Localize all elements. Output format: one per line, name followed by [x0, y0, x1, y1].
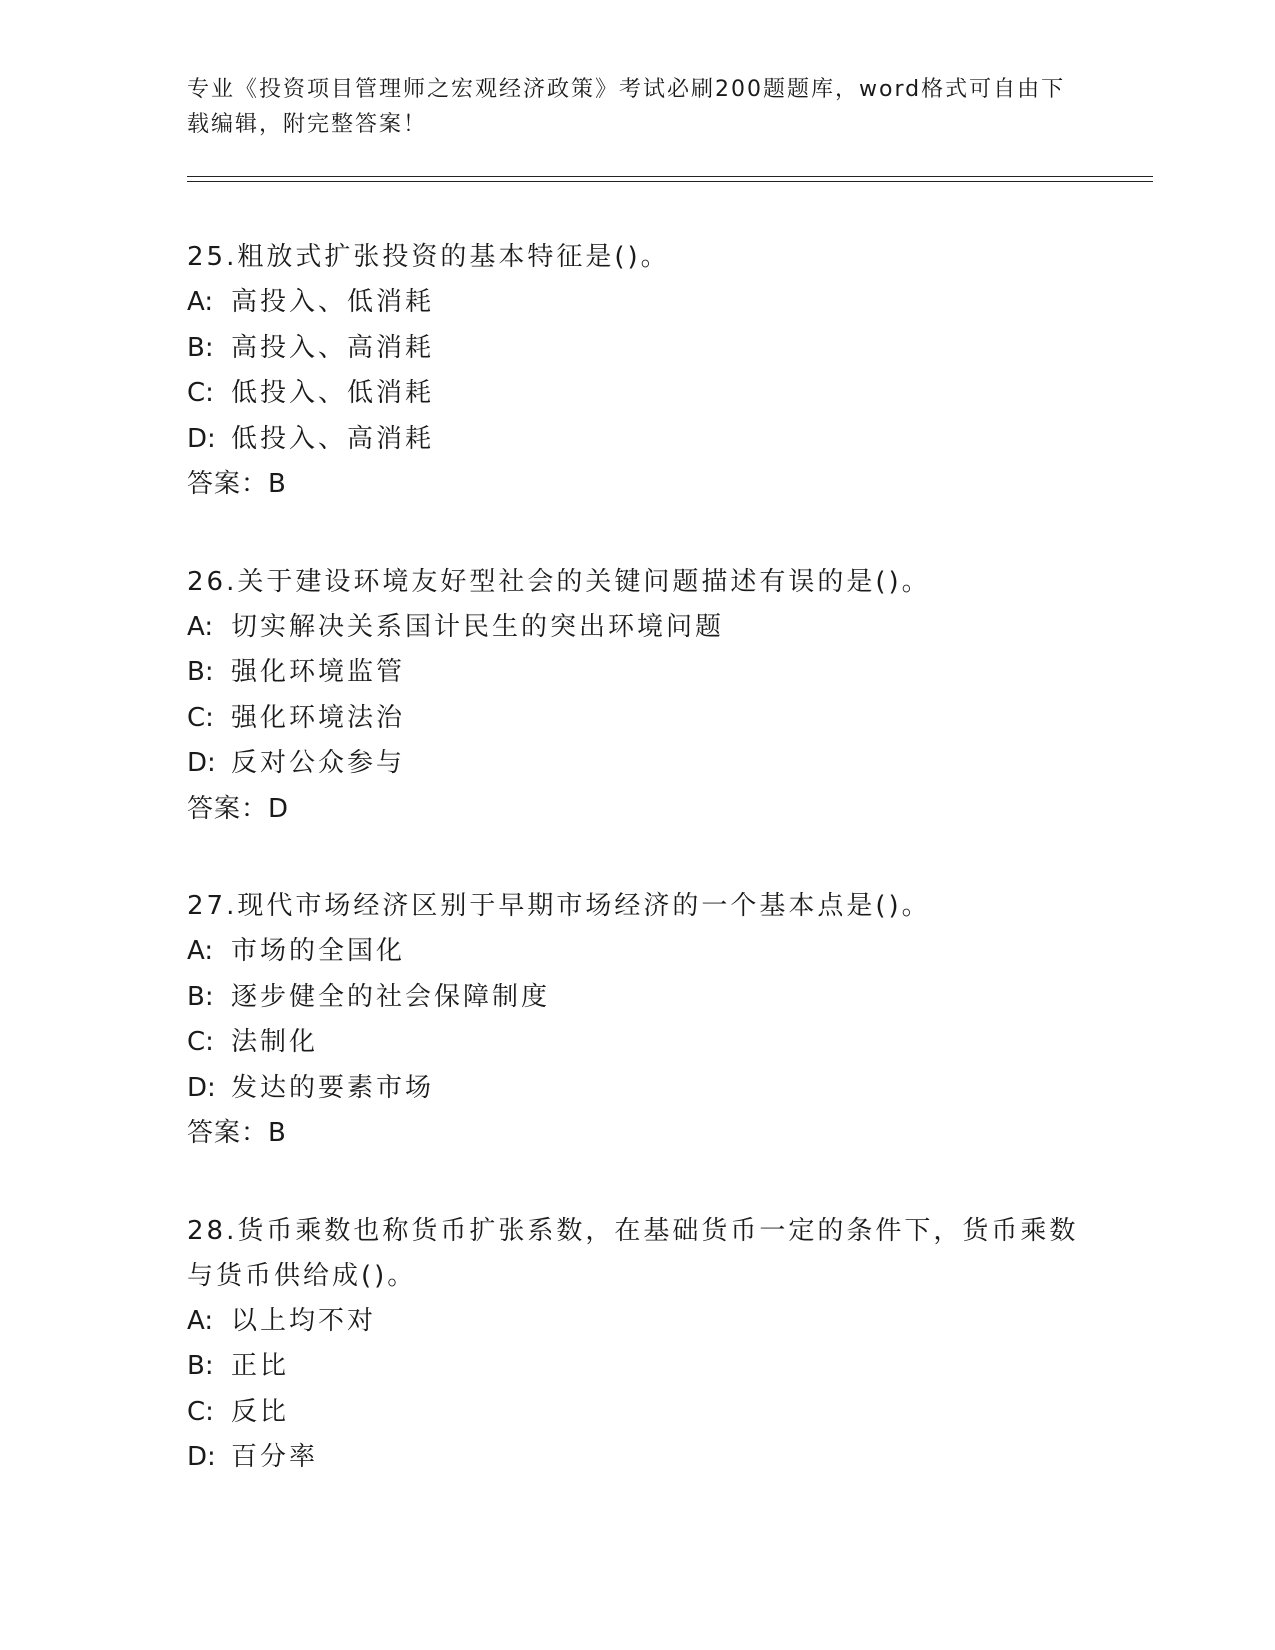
option-text: 高投入、低消耗 [231, 287, 435, 317]
option-letter: B: [187, 981, 214, 1012]
option-letter: B: [187, 1351, 214, 1381]
option-text: 低投入、低消耗 [231, 378, 435, 408]
option-a [187, 1299, 1087, 1345]
option-letter: C: [187, 1396, 214, 1427]
option-text: 发达的要素市场 [231, 1072, 435, 1103]
option-text: 正比 [231, 1351, 290, 1381]
option-letter: A: [187, 287, 214, 317]
answer-line: 答案：D [187, 793, 290, 824]
option-letter: D: [187, 748, 216, 778]
option-letter: A: [187, 1305, 214, 1336]
option-c [187, 696, 1087, 742]
question-26 [187, 560, 1087, 833]
option-a [187, 929, 1087, 975]
header-divider-top [187, 176, 1153, 177]
option-text: 反比 [231, 1396, 290, 1427]
option-letter: A: [187, 611, 214, 642]
option-c [187, 1020, 1087, 1066]
option-letter: C: [187, 1027, 214, 1057]
question-stem: 28.货币乘数也称货币扩张系数，在基础货币一定的条件下，货币乘数与货币供给成()。 [187, 1215, 1079, 1291]
answer-line: 答案：B [187, 469, 287, 499]
option-letter: D: [187, 423, 216, 454]
question-28 [187, 1209, 1087, 1481]
option-letter: C: [187, 702, 214, 733]
option-text: 低投入、高消耗 [231, 423, 435, 454]
question-25 [187, 235, 1087, 508]
option-text: 法制化 [231, 1027, 319, 1057]
option-c [187, 1390, 1087, 1436]
option-b [187, 975, 1087, 1021]
option-b [187, 650, 1087, 696]
option-letter: D: [187, 1442, 216, 1472]
option-text: 以上均不对 [231, 1305, 377, 1336]
option-text: 百分率 [231, 1442, 319, 1472]
option-letter: A: [187, 936, 214, 966]
answer-line: 答案：B [187, 1118, 287, 1148]
option-text: 反对公众参与 [231, 748, 406, 778]
option-text: 强化环境监管 [231, 657, 406, 687]
option-text: 切实解决关系国计民生的突出环境问题 [231, 611, 725, 642]
option-text: 强化环境法治 [231, 702, 406, 733]
option-d [187, 1435, 1087, 1481]
option-c [187, 371, 1087, 417]
option-letter: C: [187, 378, 214, 408]
document-header: 专业《投资项目管理师之宏观经济政策》考试必刷200题题库，word格式可自由下载编辑，附完整答案！ [187, 77, 1066, 137]
option-d [187, 1066, 1087, 1112]
header-divider-bottom [187, 181, 1153, 182]
option-letter: B: [187, 332, 214, 363]
option-letter: D: [187, 1072, 216, 1103]
question-stem: 25.粗放式扩张投资的基本特征是()。 [187, 242, 670, 272]
question-stem: 26.关于建设环境友好型社会的关键问题描述有误的是()。 [187, 566, 931, 597]
option-text: 逐步健全的社会保障制度 [231, 981, 551, 1012]
question-list [187, 235, 1087, 1533]
option-a [187, 280, 1087, 326]
option-letter: B: [187, 657, 214, 687]
option-text: 高投入、高消耗 [231, 332, 435, 363]
question-27 [187, 884, 1087, 1157]
option-a [187, 605, 1087, 651]
option-text: 市场的全国化 [231, 936, 406, 966]
option-b [187, 1344, 1087, 1390]
option-b [187, 326, 1087, 372]
option-d [187, 417, 1087, 463]
question-stem: 27.现代市场经济区别于早期市场经济的一个基本点是()。 [187, 891, 931, 921]
option-d [187, 741, 1087, 787]
